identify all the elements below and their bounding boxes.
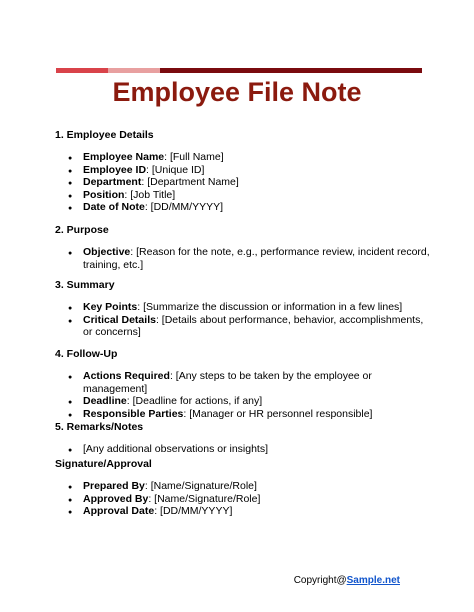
bullet-list [55, 443, 435, 455]
list-item [55, 443, 435, 455]
item-value: : [Department Name] [141, 176, 239, 189]
item-value: : [Job Title] [124, 188, 176, 201]
item-label: Department [83, 176, 142, 189]
item-label: Position [83, 188, 125, 201]
list-item [55, 164, 435, 176]
list-item [55, 301, 435, 313]
item-label: Date of Note [83, 201, 145, 214]
item-value: : [Full Name] [164, 151, 224, 164]
list-item [55, 480, 435, 492]
item-value: : [Unique ID] [146, 163, 205, 176]
bullet-icon: ● [68, 399, 73, 407]
section-6 [55, 458, 435, 518]
item-value: [Any additional observations or insights] [83, 443, 269, 456]
bullet-icon: ● [68, 205, 73, 213]
list-item [55, 493, 435, 505]
item-value: : [Name/Signature/Role] [148, 492, 261, 505]
section-2 [55, 224, 435, 271]
item-value: : [Summarize the discussion or information in a few lines] [137, 301, 403, 314]
list-item [55, 151, 435, 163]
list-item [55, 189, 435, 201]
list-item [55, 505, 435, 517]
accent-bar-segment-1 [56, 68, 108, 73]
bullet-list [55, 370, 435, 420]
section-heading: 5. Remarks/Notes [55, 421, 144, 433]
list-item [55, 370, 435, 395]
bullet-list [55, 151, 435, 213]
item-value: : [Details about performance, behavior, accomplishments, or concerns] [83, 313, 424, 339]
bullet-list [55, 301, 435, 338]
item-label: Employee Name [83, 151, 165, 164]
bullet-icon: ● [68, 411, 73, 419]
copyright-footer [0, 575, 400, 587]
list-item [55, 201, 435, 213]
section-1 [55, 129, 435, 213]
bullet-icon: ● [68, 484, 73, 492]
bullet-icon: ● [68, 447, 73, 455]
item-value: : [Name/Signature/Role] [144, 480, 257, 493]
list-item [55, 314, 435, 339]
item-value: : [Manager or HR personnel responsible] [183, 407, 373, 420]
item-label: Objective [83, 246, 131, 259]
bullet-icon: ● [68, 317, 73, 325]
item-label: Actions Required [83, 370, 170, 383]
list-item [55, 176, 435, 188]
bullet-icon: ● [68, 496, 73, 504]
section-heading: 3. Summary [55, 279, 115, 291]
bullet-list [55, 246, 435, 271]
bullet-icon: ● [68, 192, 73, 200]
item-label: Approved By [83, 492, 149, 505]
section-4 [55, 348, 435, 420]
section-5 [55, 421, 435, 456]
section-heading: 4. Follow-Up [55, 348, 118, 360]
bullet-icon: ● [68, 374, 73, 382]
item-label: Prepared By [83, 480, 145, 493]
bullet-icon: ● [68, 509, 73, 517]
item-value: : [Any steps to be taken by the employee or management] [83, 370, 372, 395]
item-label: Critical Details [83, 313, 156, 326]
item-label: Approval Date [83, 505, 155, 518]
item-label: Employee ID [83, 163, 147, 176]
item-label: Deadline [83, 395, 127, 408]
header-accent-bar [56, 68, 422, 73]
section-heading: Signature/Approval [55, 458, 152, 470]
item-value: : [DD/MM/YYYY] [154, 505, 233, 518]
bullet-icon: ● [68, 180, 73, 188]
section-heading: 2. Purpose [55, 224, 109, 236]
document-title: Employee File Note [112, 77, 362, 107]
section-3 [55, 279, 435, 339]
list-item [55, 395, 435, 407]
item-value: : [Reason for the note, e.g., performance review, incident record, training, etc.] [83, 246, 430, 271]
list-item [55, 246, 435, 271]
bullet-icon: ● [68, 155, 73, 163]
bullet-list [55, 480, 435, 517]
sample-net-link[interactable]: Sample.net [346, 575, 400, 586]
section-heading: 1. Employee Details [55, 129, 154, 141]
copyright-prefix: Copyright@ [293, 575, 347, 586]
accent-bar-segment-2 [108, 68, 160, 73]
bullet-icon: ● [68, 167, 73, 175]
list-item [55, 408, 435, 420]
item-label: Responsible Parties [83, 407, 184, 420]
item-label: Key Points [83, 301, 138, 314]
item-value: : [Deadline for actions, if any] [126, 395, 263, 408]
item-value: : [DD/MM/YYYY] [144, 201, 224, 214]
accent-bar-segment-3 [160, 68, 422, 73]
bullet-icon: ● [68, 305, 73, 313]
bullet-icon: ● [68, 250, 73, 258]
